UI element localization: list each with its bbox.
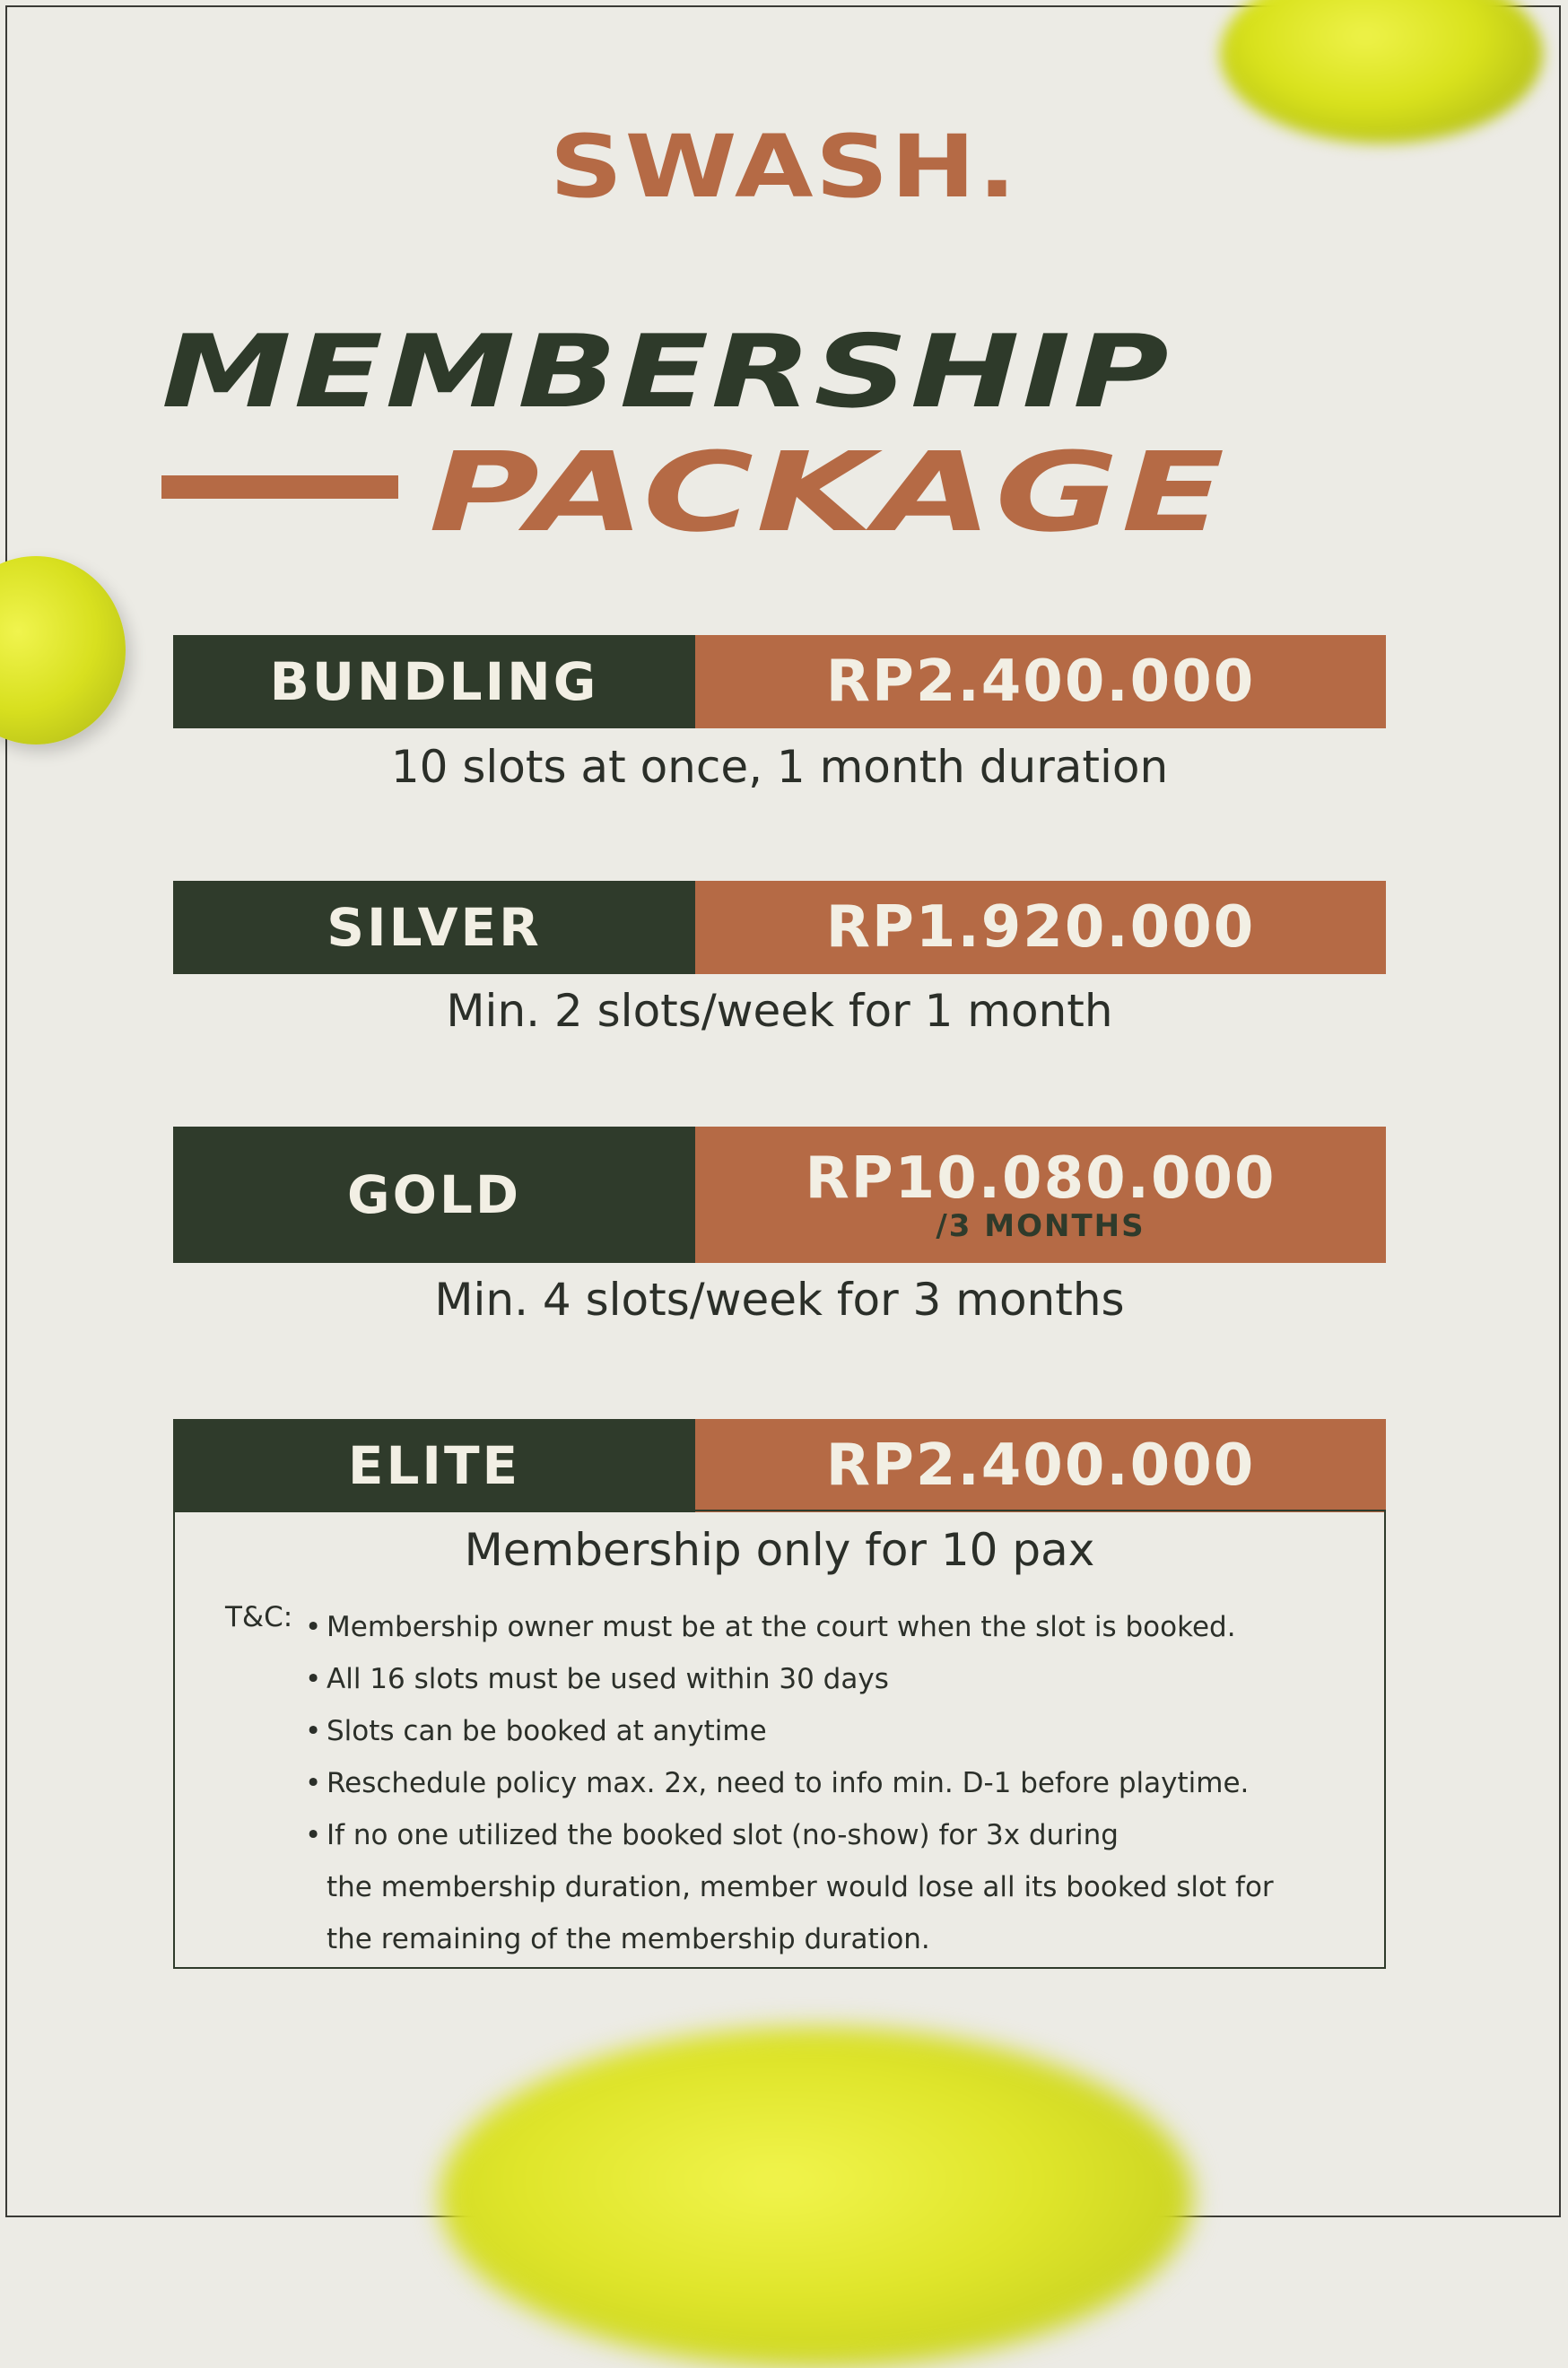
- package-price: [695, 1419, 1386, 1512]
- bullet-icon: •: [305, 1663, 322, 1695]
- bullet-icon: •: [305, 1767, 322, 1799]
- tnc-list: [305, 1601, 1363, 1965]
- price-value: RP1.920.000: [825, 894, 1256, 961]
- tnc-item-text: Membership owner must be at the court when the slot is booked.: [327, 1611, 1236, 1643]
- package-description: Min. 2 slots/week for 1 month: [446, 985, 1113, 1037]
- tnc-item-continuation: the remaining of the membership duration.: [327, 1923, 930, 1955]
- package-row-gold: [173, 1127, 1386, 1263]
- package-row-elite: [173, 1419, 1386, 1512]
- package-row-bundling: [173, 635, 1386, 728]
- package-name: ELITE: [173, 1419, 695, 1512]
- package-price: [695, 1127, 1386, 1263]
- price-value: RP2.400.000: [825, 649, 1256, 715]
- tennis-ball-icon: [0, 556, 126, 744]
- tnc-item-continuation: the membership duration, member would lose all its booked slot for: [327, 1871, 1274, 1903]
- tnc-label: T&C:: [225, 1601, 293, 1633]
- title-dash: [161, 475, 398, 499]
- tnc-item-text: Slots can be booked at anytime: [327, 1715, 767, 1747]
- bullet-icon: •: [305, 1715, 322, 1747]
- brand-logo: SWASH.: [549, 117, 1019, 217]
- tnc-item: [305, 1705, 1363, 1757]
- tnc-item-text: If no one utilized the booked slot (no-show) for 3x during: [327, 1819, 1119, 1851]
- tnc-item: [305, 1757, 1363, 1809]
- tnc-item: [305, 1601, 1363, 1653]
- elite-terms-box: [173, 1510, 1386, 1969]
- package-description: 10 slots at once, 1 month duration: [390, 741, 1169, 793]
- bullet-icon: •: [305, 1819, 322, 1851]
- tnc-item-text: Reschedule policy max. 2x, need to info min. D-1 before playtime.: [327, 1767, 1250, 1799]
- title-package: PACKAGE: [429, 429, 1227, 556]
- package-price: [695, 881, 1386, 974]
- title-membership: MEMBERSHIP: [161, 314, 1172, 431]
- package-name: GOLD: [173, 1127, 695, 1263]
- package-description: Membership only for 10 pax: [464, 1524, 1095, 1576]
- price-period: /3 MONTHS: [936, 1208, 1146, 1244]
- package-description: Min. 4 slots/week for 3 months: [434, 1274, 1125, 1326]
- bullet-icon: •: [305, 1611, 322, 1643]
- package-row-silver: [173, 881, 1386, 974]
- tnc-item-text: All 16 slots must be used within 30 days: [327, 1663, 889, 1695]
- package-price: [695, 635, 1386, 728]
- tnc-item: [305, 1653, 1363, 1705]
- price-value: RP10.080.000: [805, 1145, 1276, 1212]
- tennis-ball-icon: [440, 2027, 1193, 2368]
- package-name: BUNDLING: [173, 635, 695, 728]
- tnc-item: [305, 1809, 1363, 1861]
- package-name: SILVER: [173, 881, 695, 974]
- price-value: RP2.400.000: [825, 1432, 1256, 1499]
